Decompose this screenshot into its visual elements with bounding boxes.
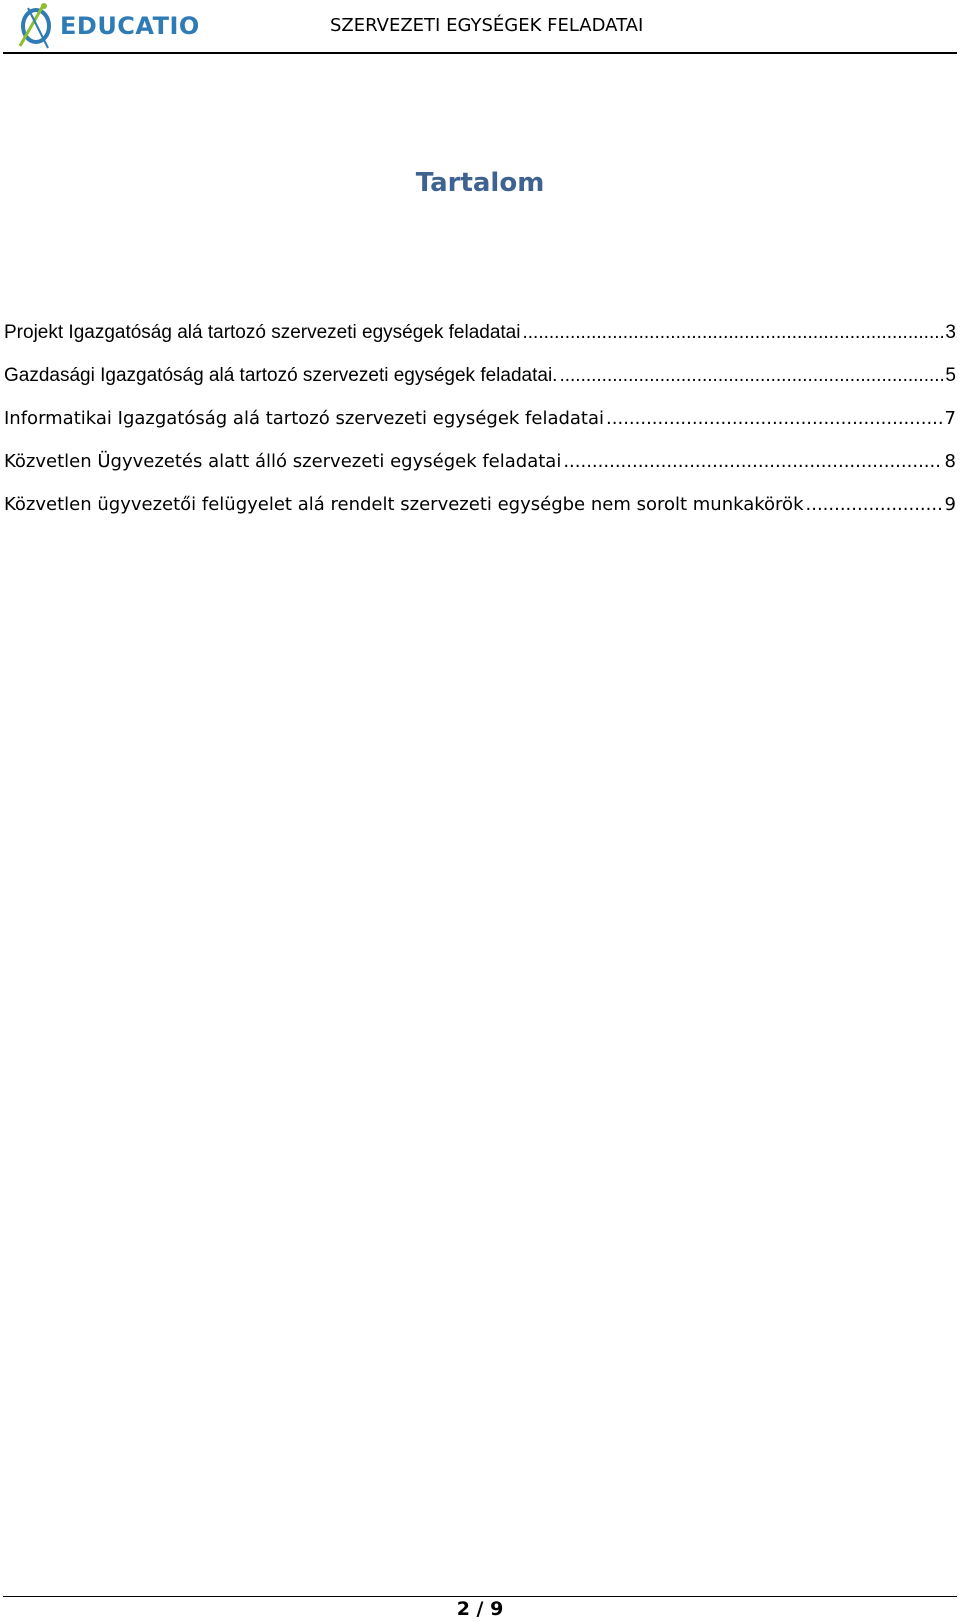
toc-entry-page: 5 (945, 365, 956, 386)
toc-entry[interactable] (4, 494, 956, 537)
toc-entry-label: Informatikai Igazgatóság alá tartozó szervezeti egységek feladatai (4, 408, 605, 429)
table-of-contents (4, 322, 956, 537)
document-header-title: SZERVEZETI EGYSÉGEK FELADATAI (330, 15, 644, 36)
toc-entry-page: 8 (944, 451, 956, 472)
toc-entry-label: Projekt Igazgatóság alá tartozó szervezeti egységek feladatai (4, 322, 521, 343)
toc-entry[interactable] (4, 322, 956, 365)
toc-dot-leader (606, 408, 943, 429)
toc-entry-label: Közvetlen ügyvezetői felügyelet alá rendelt szervezeti egységbe nem sorolt munkakörök (4, 494, 804, 515)
toc-entry-label: Gazdasági Igazgatóság alá tartozó szervezeti egységek feladatai. (4, 365, 558, 386)
toc-entry[interactable] (4, 451, 956, 494)
toc-entry[interactable] (4, 365, 956, 408)
toc-dot-leader (522, 322, 943, 344)
toc-dot-leader (806, 494, 943, 515)
toc-entry-page: 7 (944, 408, 956, 429)
educatio-logo-icon (14, 2, 58, 52)
toc-dot-leader (563, 451, 942, 472)
toc-entry-page: 9 (944, 494, 956, 515)
page-header (0, 0, 960, 54)
toc-heading: Tartalom (415, 168, 545, 198)
page-number: 2 / 9 (456, 1598, 504, 1620)
toc-entry-label: Közvetlen Ügyvezetés alatt álló szervezeti egységek feladatai (4, 451, 562, 472)
header-divider (3, 52, 957, 54)
toc-entry[interactable] (4, 408, 956, 451)
toc-dot-leader (559, 365, 943, 387)
toc-entry-page: 3 (945, 322, 956, 343)
footer-divider (3, 1596, 957, 1597)
educatio-logo (14, 2, 214, 52)
logo-wordmark: EDUCATIO (60, 12, 200, 40)
